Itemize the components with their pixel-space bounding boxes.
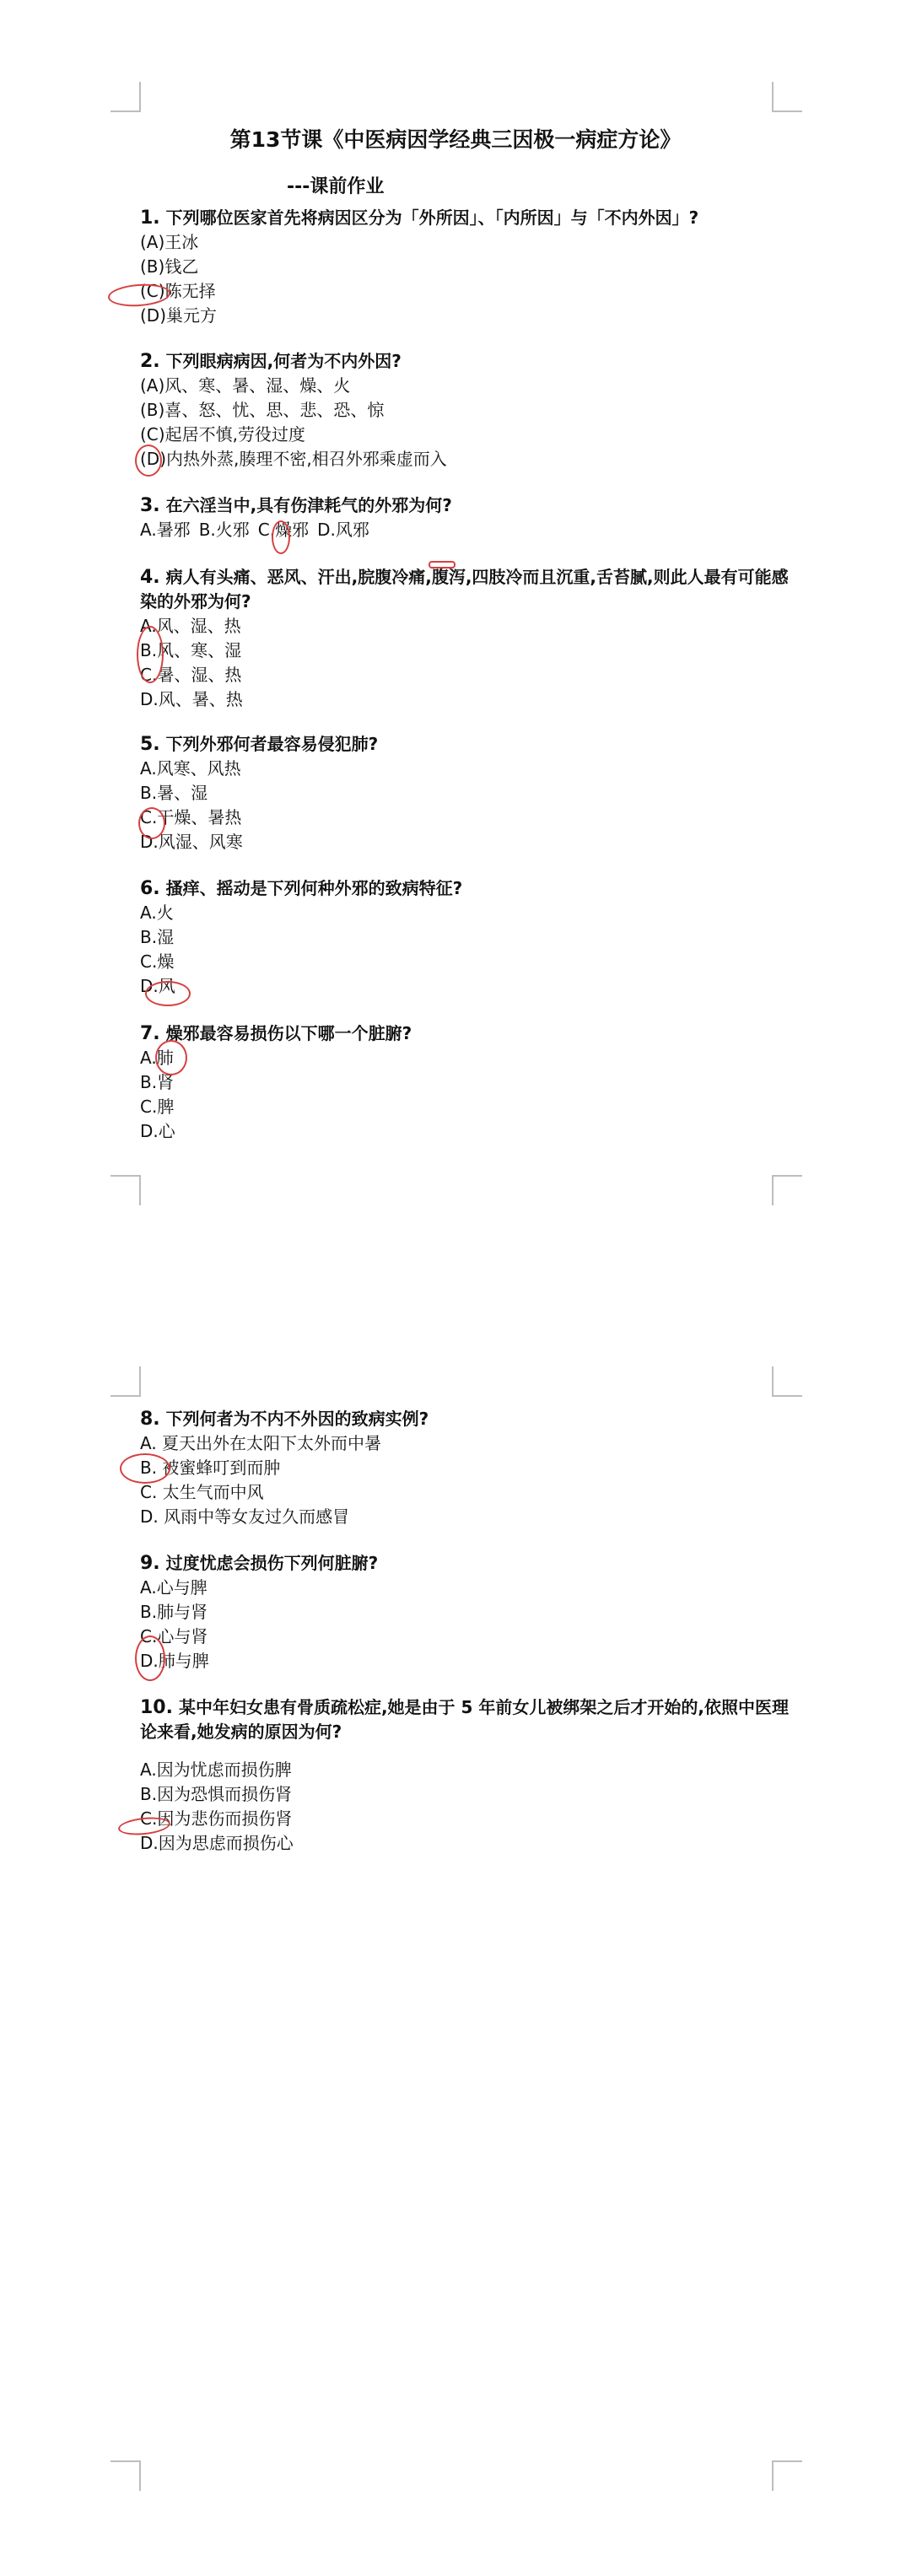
- option: B.因为恐惧而损伤肾: [140, 1784, 293, 1804]
- option: B.湿: [140, 927, 175, 947]
- question-7: [140, 1021, 790, 1144]
- answer-mark: [145, 981, 191, 1006]
- option: C.心与肾: [140, 1626, 208, 1646]
- question-10: [140, 1695, 790, 1856]
- crop-mark: [772, 2460, 802, 2491]
- option: D.风邪: [317, 520, 369, 540]
- answer-mark: [272, 520, 290, 554]
- option: C.燥邪: [257, 520, 310, 540]
- crop-mark: [111, 1175, 141, 1205]
- option: D.心: [140, 1121, 175, 1141]
- option: B. 被蜜蜂叮到而肿: [140, 1458, 281, 1478]
- option: A.因为忧虑而损伤脾: [140, 1760, 292, 1780]
- crop-mark: [111, 2460, 141, 2491]
- option: B.肾: [140, 1072, 175, 1092]
- question-text: 7. 燥邪最容易损伤以下哪一个脏腑?: [140, 1023, 412, 1044]
- answer-mark: [135, 445, 162, 477]
- question-text: 5. 下列外邪何者最容易侵犯肺?: [140, 734, 379, 755]
- answer-mark: [120, 1453, 170, 1484]
- crop-mark: [111, 1366, 141, 1397]
- option: C.脾: [140, 1097, 175, 1117]
- option: A.风、湿、热: [140, 616, 241, 636]
- option: B.火邪: [198, 520, 250, 540]
- answer-mark: [137, 626, 164, 683]
- answer-mark: [155, 1040, 187, 1075]
- option: C.干燥、暑热: [140, 807, 242, 827]
- question-text: 4. 病人有头痛、恶风、汗出,脘腹冷痛,腹泻,四肢冷而且沉重,舌苔腻,则此人最有可能感染的外邪为何?: [140, 567, 789, 612]
- option: C.燥: [140, 951, 175, 972]
- question-8: [140, 1407, 790, 1529]
- crop-mark: [772, 1366, 802, 1397]
- option: D.因为思虑而损伤心: [140, 1833, 294, 1853]
- option: C. 太生气而中风: [140, 1482, 264, 1502]
- question-text: 1. 下列哪位医家首先将病因区分为「外所因」、「内所因」与「不内外因」?: [140, 207, 699, 229]
- option: (C)陈无择: [140, 281, 216, 301]
- option: D. 风雨中等女友过久而感冒: [140, 1506, 350, 1527]
- option: A.暑邪: [140, 520, 191, 540]
- option: (D)内热外蒸,腠理不密,相召外邪乘虚而入: [140, 449, 447, 469]
- crop-mark: [772, 1175, 802, 1205]
- option: A.火: [140, 903, 174, 923]
- option: (C)起居不慎,劳役过度: [140, 424, 305, 445]
- option: (A)王冰: [140, 232, 199, 252]
- option: D.风、暑、热: [140, 689, 243, 709]
- question-text: 10. 某中年妇女患有骨质疏松症,她是由于 5 年前女儿被绑架之后才开始的,依照中医理论来看,她发病的原因为何?: [140, 1697, 789, 1742]
- option: B.暑、湿: [140, 783, 208, 803]
- question-text: 2. 下列眼病病因,何者为不内外因?: [140, 351, 402, 372]
- crop-mark: [111, 82, 141, 112]
- question-text: 9. 过度忧虑会损伤下列何脏腑?: [140, 1553, 379, 1574]
- question-5: [140, 732, 790, 854]
- option: C.因为悲伤而损伤肾: [140, 1808, 293, 1829]
- option: (B)钱乙: [140, 256, 199, 277]
- option: A. 夏天出外在太阳下太外而中暑: [140, 1433, 382, 1453]
- option: A.风寒、风热: [140, 758, 241, 779]
- option-row: [140, 518, 790, 542]
- option: C.暑、湿、热: [140, 665, 242, 685]
- answer-mark: [135, 1636, 165, 1681]
- question-text: 8. 下列何者为不内不外因的致病实例?: [140, 1409, 429, 1430]
- option: B.风、寒、湿: [140, 640, 242, 660]
- question-1: [140, 206, 790, 328]
- question-4: [140, 565, 790, 712]
- option: A.心与脾: [140, 1577, 208, 1598]
- option: (A)风、寒、暑、湿、燥、火: [140, 375, 351, 396]
- question-9: [140, 1551, 790, 1673]
- question-2: [140, 349, 790, 472]
- option: (B)喜、怒、忧、思、悲、恐、惊: [140, 400, 385, 420]
- option: (D)巢元方: [140, 305, 218, 326]
- option: D.风: [140, 976, 175, 996]
- crop-mark: [772, 82, 802, 112]
- page-title: 第13节课《中医病因学经典三因极一病症方论》: [229, 127, 682, 152]
- option: D.风湿、风寒: [140, 832, 243, 852]
- annotation-mark: [429, 561, 456, 569]
- option: A.肺: [140, 1048, 174, 1068]
- option: B.肺与肾: [140, 1602, 208, 1622]
- question-6: [140, 876, 790, 999]
- question-3: [140, 493, 790, 542]
- option: D.肺与脾: [140, 1651, 209, 1671]
- question-text: 6. 搔痒、摇动是下列何种外邪的致病特征?: [140, 878, 463, 899]
- question-text: 3. 在六淫当中,具有伤津耗气的外邪为何?: [140, 495, 452, 516]
- page-subtitle: ---课前作业: [287, 176, 385, 197]
- answer-mark: [138, 807, 165, 839]
